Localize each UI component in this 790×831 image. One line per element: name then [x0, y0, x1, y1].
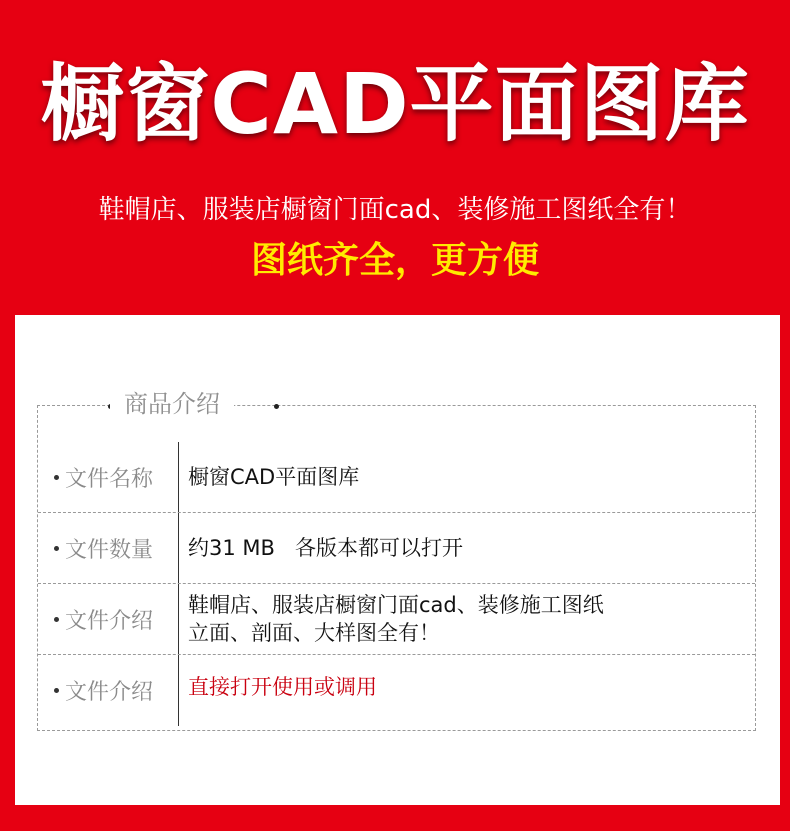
- row-label: [38, 513, 179, 583]
- row-label-text: 文件介绍: [65, 680, 154, 705]
- row-label-text: 文件名称: [65, 466, 154, 492]
- row-value: [188, 655, 747, 726]
- page-title: 橱窗CAD平面图库: [40, 55, 750, 153]
- subtitle: 鞋帽店、服装店橱窗门面cad、装修施工图纸全有！: [98, 195, 692, 225]
- row-value-line-2: 立面、剖面、大样图全有！: [188, 621, 440, 645]
- row-label: [38, 655, 179, 726]
- bullet-icon: [54, 546, 59, 551]
- highlight-slogan: 图纸齐全，更方便: [250, 240, 539, 281]
- product-info-table: [37, 390, 756, 731]
- table-row: [38, 584, 755, 655]
- bullet-icon: [54, 475, 59, 480]
- caption-dot-right: [274, 404, 279, 409]
- row-value-line: 橱窗CAD平面图库: [188, 465, 360, 489]
- table-caption: 商品介绍: [110, 386, 234, 422]
- table-row: [38, 655, 755, 726]
- row-value-line: 直接打开使用或调用: [188, 675, 377, 699]
- bullet-icon: [54, 688, 59, 693]
- row-label-text: 文件介绍: [65, 608, 154, 634]
- row-label-text: 文件数量: [65, 537, 154, 563]
- row-value: [188, 442, 747, 512]
- row-value: [188, 513, 747, 583]
- row-value-line: 约31 MB 各版本都可以打开: [188, 536, 463, 560]
- row-label: [38, 584, 179, 654]
- product-info-panel: [15, 315, 780, 805]
- row-value: [188, 584, 747, 654]
- table-row: [38, 513, 755, 584]
- row-label: [38, 442, 179, 512]
- bullet-icon: [54, 617, 59, 622]
- row-value-line: 鞋帽店、服装店橱窗门面cad、装修施工图纸: [188, 593, 604, 617]
- table-row: [38, 442, 755, 513]
